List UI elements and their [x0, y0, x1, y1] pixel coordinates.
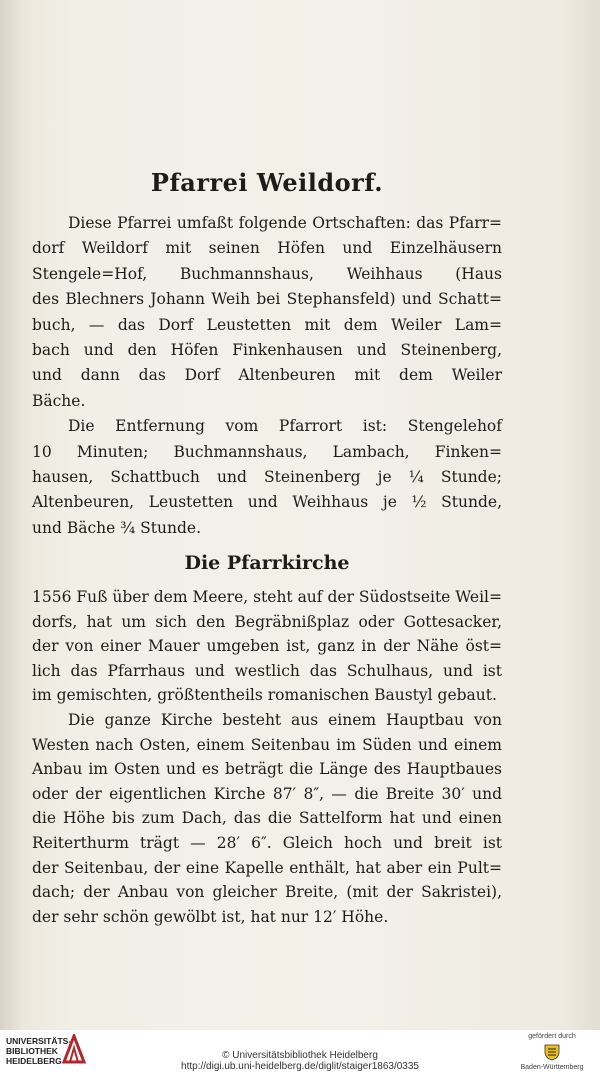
- text-line: und Bäche ¾ Stunde.: [32, 518, 201, 537]
- text-line: der Seitenbau, der eine Kapelle enthält, hat aber ein Pult=: [32, 858, 502, 877]
- text-line: des Blechners Johann Weih bei Stephansfeld) und Schatt=: [32, 290, 502, 309]
- text-line: oder der eigentlichen Kirche 87′ 8″, — die Breite 30′ und: [32, 784, 502, 803]
- section-heading: Die Pfarrkirche: [184, 552, 350, 574]
- text-line: und dann das Dorf Altenbeuren mit dem Weiler: [32, 366, 502, 385]
- text-line: lich das Pfarrhaus und westlich das Schulhaus, und ist: [32, 661, 502, 680]
- text-line: im gemischten, größtentheils romanischen Baustyl gebaut.: [32, 686, 497, 705]
- text-line: hausen, Schattbuch und Steinenberg je ¼ Stunde;: [32, 468, 502, 486]
- text-line: Altenbeuren, Leustetten und Weihhaus je ½ Stunde,: [32, 493, 502, 512]
- funder-block: gefördert durch Baden-Württemberg: [520, 1033, 584, 1071]
- bleed-through-text: [80, 80, 84, 102]
- text-line: der sehr schön gewölbt ist, hat nur 12′ Höhe.: [32, 907, 389, 926]
- text-line: bach und den Höfen Finkenhausen und Steinenberg,: [32, 341, 502, 359]
- permalink-url[interactable]: http://digi.ub.uni-heidelberg.de/diglit/staiger1863/0335: [181, 1061, 419, 1072]
- text-line: dach; der Anbau von gleicher Breite, (mit der Sakristei),: [32, 883, 502, 902]
- text-line: der von einer Mauer umgeben ist, ganz in der Nähe öst=: [32, 637, 502, 656]
- text-line: dorfs, hat um sich den Begräbnißplaz oder Gottesacker,: [32, 612, 502, 631]
- text-line: Stengele=Hof, Buchmannshaus, Weihhaus (Haus: [32, 264, 502, 283]
- text-line: Die Entfernung vom Pfarrort ist: Stengelehof: [68, 417, 502, 436]
- copyright-notice: © Universitätsbibliothek Heidelberg: [222, 1050, 378, 1061]
- library-logo-text: UNIVERSITÄTS- BIBLIOTHEK HEIDELBERG: [6, 1036, 72, 1066]
- text-line: 1556 Fuß über dem Meere, steht auf der Südostseite Weil=: [32, 588, 502, 606]
- text-line: Anbau im Osten und es beträgt die Länge des Hauptbaues: [32, 760, 502, 779]
- text-line: Reiterthurm trägt — 28′ 6″. Gleich hoch und breit ist: [32, 834, 502, 852]
- text-line: Westen nach Osten, einem Seitenbau im Süden und einem: [32, 735, 502, 754]
- footer-bar: [0, 1030, 600, 1074]
- text-line: Bäche.: [32, 391, 86, 410]
- text-line: 10 Minuten; Buchmannshaus, Lambach, Finken=: [32, 442, 502, 461]
- text-line: Diese Pfarrei umfaßt folgende Ortschaften: das Pfarr=: [68, 214, 502, 232]
- text-line: die Höhe bis zum Dach, das die Sattelform hat und einen: [32, 809, 502, 828]
- crest-icon: [542, 1043, 562, 1061]
- page-title: Pfarrei Weildorf.: [150, 168, 384, 197]
- text-line: dorf Weildorf mit seinen Höfen und Einzelhäusern: [32, 239, 502, 258]
- text-line: buch, — das Dorf Leustetten mit dem Weiler Lam=: [32, 315, 502, 334]
- text-line: Die ganze Kirche besteht aus einem Hauptbau von: [68, 711, 502, 729]
